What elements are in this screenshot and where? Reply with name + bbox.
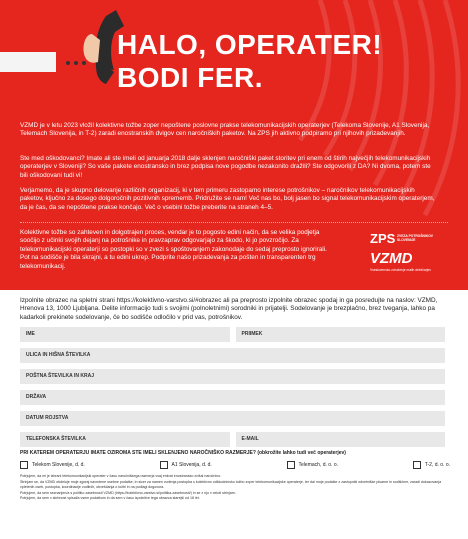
operator-option-telemach[interactable]: [287, 461, 338, 469]
zps-logo: [370, 232, 450, 246]
vzmd-tagline: Vseslovensko združenje malih delničarjev: [370, 268, 432, 272]
sleeve-dots: [66, 61, 86, 65]
checkbox-icon[interactable]: [413, 461, 421, 469]
operator-option-telekom[interactable]: [20, 461, 85, 469]
consent-line: Potrjujem, da sem seznanjen/a s politiko zasebnosti VZMD (https://kolektivno-varstvo.si/politika-zasebnosti/) in se z njo v celoti strinjam.: [20, 490, 236, 495]
question-paragraph: Ste med oškodovanci? Imate ali ste imeli od januarja 2018 dalje sklenjen naročniški paket storitev pri enem od štirih največjih telekomunikacijskih operaterjev v Sloveniji? So vaše pakete enostransko in brez podpisa nove pogodbe nezakonito dražili? Ste odgovorili z DA? Ni dvoma, potem ste bili oškodovani tudi vi!: [20, 155, 431, 179]
postal-field[interactable]: POŠTNA ŠTEVILKA IN KRAJ: [20, 369, 445, 384]
intro-paragraph: VZMD je v letu 2023 vložil kolektivne tožbe zoper nepoštene poslovne prakse telekomunikacijskih operaterjev (Telekoma Slovenije, A1 Slovenija, Telemach Slovenija, in T-2) zaradi enostranskih dvigov cen naročniških paketov. Na ZPS jih aktivno podpiramo pri njihovih prizadevanjih.: [20, 122, 430, 138]
consent-fine-print: [20, 474, 450, 502]
operator-label: T-2, d. o. o.: [424, 462, 450, 468]
signup-form: [20, 327, 445, 453]
zps-logo-text: ZPS: [370, 231, 396, 246]
headline-line-1: HALO, OPERATER!: [117, 29, 383, 60]
operator-label: A1 Slovenija, d. d.: [171, 462, 212, 468]
last-name-field[interactable]: PRIIMEK: [236, 327, 446, 342]
operator-label: Telekom Slovenije, d. d.: [32, 462, 85, 468]
lawsuit-paragraph: Kolektivne tožbe so zahteven in dolgotrajen proces, vendar je to pogosto edini način, da se velika podjetja soočijo z učinki svojih dejanj na potrošnike in pravzaprav odgovarjajo za škodo, ki jo povzročijo. Za telekomunikacijski operaterji so postopki so v zvezi s spoštovanjem zakonodaje do sedaj preprosto ignorirali. Pot na sodišče je bila skrajni, a tu edini ukrep. Podprite našo prizadevanja za pošten in transparenten trg telekomunikacij.: [20, 229, 327, 270]
operator-label: Telemach, d. o. o.: [298, 462, 338, 468]
shirt-sleeve: [0, 52, 56, 72]
headline-line-2: BODI FER.: [117, 62, 264, 93]
checkbox-icon[interactable]: [20, 461, 28, 469]
checkbox-icon[interactable]: [287, 461, 295, 469]
checkbox-icon[interactable]: [160, 461, 168, 469]
operator-options: [20, 461, 450, 469]
street-field[interactable]: ULICA IN HIŠNA ŠTEVILKA: [20, 348, 445, 363]
email-field[interactable]: E-MAIL: [236, 432, 446, 447]
form-instructions: Izpolnite obrazec na spletni strani https://kolektivno-varstvo.si/#obrazec ali pa preprosto izpolnite obrazec spodaj in ga posredujte na naslov: VZMD, Hrenova 13, 1000 Ljubljana. Delite informacijo tudi s svojimi (polnoletnimi) sorodniki in prijatelji. Sodelovanje je brezplačno, brez tveganja, lahko pa kadarkoli prekinete sodelovanje, če bo sodišče odločilo v prid vas, potrošnikov.: [20, 297, 438, 321]
consent-line: Strinjam se, da VZMD obdeluje moje zgoraj navedene osebne podatke, in sicer za namen vodenja postopka s kolektivno odškodninsko tožbo zoper telekomunikacijske operaterje, ter dal moje podatke z zastopniki odvetniške pisarne in sodiščem, zaradi dokazovanja vpletenih oseb, postopka, koordinacije vodilnih, obveščanja o tožbi in na podlagi dogovora.: [20, 479, 442, 490]
operator-option-t2[interactable]: [413, 461, 450, 469]
cooperation-paragraph: Verjamemo, da je skupno delovanje različnih organizacij, ki v tem primeru zastopamo interese potrošnikov – naročnikov telekomunikacijskih paketov, ključno za dosego dolgoročnih pozitivnih sprememb. Pridružite se nam! Več nas bo, bolj jasen bo signal telekomunikacijskim operaterjem, da je čas, da se nepoštene prakse končajo. Več o vsebini tožbe preberite na straneh 4–5.: [20, 187, 435, 211]
hand-icon: [83, 34, 100, 63]
consent-line: Potrjujem, da sem v skrbnost vpisal/a vsem podatkom in da sem v času izpolnitve tega obrazca starejši od 18 let.: [20, 496, 200, 501]
operator-option-a1[interactable]: [160, 461, 212, 469]
country-field[interactable]: DRŽAVA: [20, 390, 445, 405]
partner-logos: [370, 232, 450, 272]
zps-tagline: ZVEZA POTROŠNIKOV SLOVENIJE: [397, 234, 433, 242]
operator-question: PRI KATEREM OPERATERJU IMATE OZIROMA STE IMELI SKLENJENO NAROČNIŠKO RAZMERJE? (obkrožite lahko tudi več operaterjev): [20, 450, 346, 456]
vzmd-logo: VZMD: [370, 250, 413, 267]
dotted-divider: [20, 222, 448, 223]
birthdate-field[interactable]: DATUM ROJSTVA: [20, 411, 445, 426]
phone-field[interactable]: TELEFONSKA ŠTEVILKA: [20, 432, 230, 447]
consent-line: Potrjujem, da mi je izbrani telekomunikacijski operater v času naročniškega razmerja vsaj enkrat enostransko zvišal naročnino.: [20, 474, 222, 478]
first-name-field[interactable]: IME: [20, 327, 230, 342]
